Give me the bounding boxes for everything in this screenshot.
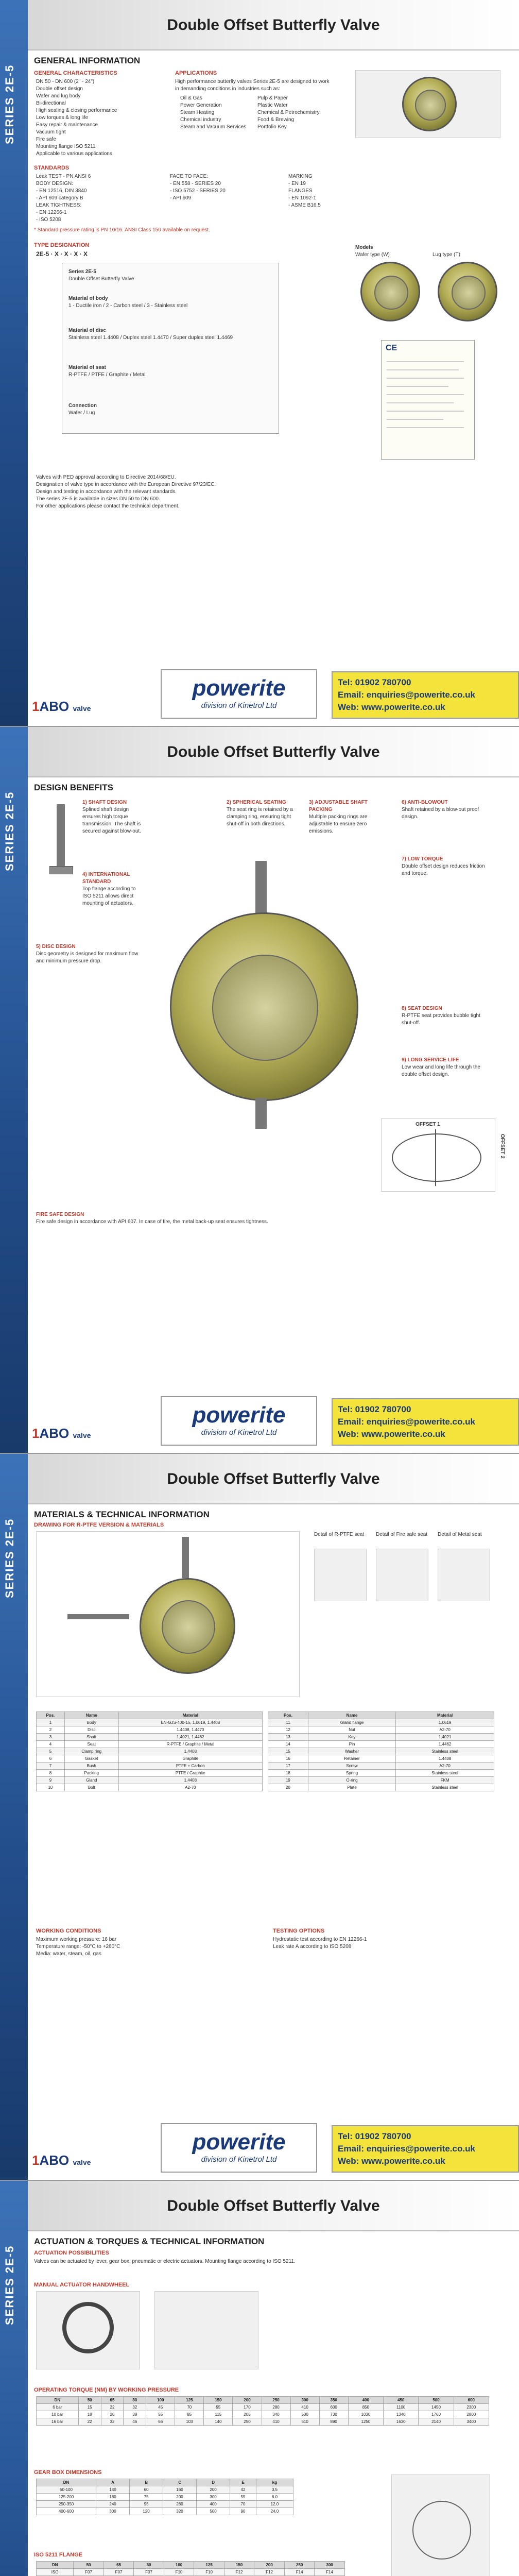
detail-rptfe-image bbox=[314, 1549, 367, 1601]
page-materials bbox=[0, 1454, 519, 2181]
list-item: Steam and Vacuum Services bbox=[180, 124, 247, 130]
list-item: - EN 19 bbox=[288, 181, 306, 187]
table-row: 3 Shaft 1.4021, 1.4462 bbox=[37, 1734, 263, 1741]
type-label: Connection bbox=[68, 403, 97, 409]
table-row: 1 Body EN-GJS-400-15, 1.0619, 1.4408 bbox=[37, 1719, 263, 1726]
valve-photo-body bbox=[402, 77, 457, 131]
abo-logo: 1ABO valve bbox=[32, 1426, 91, 1441]
list-item: LEAK TIGHTNESS: bbox=[36, 202, 82, 208]
abo-logo: 1ABO valve bbox=[32, 699, 91, 714]
type-label: Material of body bbox=[68, 296, 108, 301]
model-lug: Lug type (T) bbox=[432, 252, 460, 258]
list-item: The series 2E-5 is available in sizes DN 50 to DN 600. bbox=[36, 496, 160, 502]
type-designation-title: TYPE DESIGNATION bbox=[34, 242, 90, 248]
applications-left bbox=[180, 95, 257, 131]
offset-2-label: OFFSET 2 bbox=[499, 1134, 505, 1159]
list-item: - EN 12516, DIN 3840 bbox=[36, 188, 87, 194]
section-title: MATERIALS & TECHNICAL INFORMATION bbox=[34, 1510, 210, 1519]
table-row: 20 Plate Stainless steel bbox=[268, 1784, 494, 1791]
powerite-logo: powerite division of Kinetrol Ltd bbox=[161, 2123, 317, 2173]
page-general-information bbox=[0, 0, 519, 727]
list-item: - ISO 5752 - SERIES 20 bbox=[170, 188, 226, 194]
list-item: Temperature range: -50°C to +260°C bbox=[36, 1944, 120, 1950]
list-item: Chemical & Petrochemistry bbox=[257, 110, 320, 115]
abo-logo: 1ABO valve bbox=[32, 2153, 91, 2168]
list-item: BODY DESIGN: bbox=[36, 181, 74, 187]
series-label: SERIES 2E-5 bbox=[3, 2245, 16, 2325]
type-label: Series 2E-5 bbox=[68, 269, 96, 275]
table-row: 14 Pin 1.4462 bbox=[268, 1741, 494, 1748]
table-row: 7 Bush PTFE + Carbon bbox=[37, 1762, 263, 1770]
flange-drawing bbox=[391, 2475, 490, 2576]
table-row: 9 Gland 1.4408 bbox=[37, 1777, 263, 1784]
table-row: 4 Seat R-PTFE / Graphite / Metal bbox=[37, 1741, 263, 1748]
torque-table: DN 50 65 80 100 125 150 200 250 300 350 400 450 500 600 6 bar 15 22 32 45 70 95 170 280 410 600 850 1100 1450 2300 10 bar 18 26 38 55 85 115 205 340 500 730 1030 1340 1760 2800 16 bar 22 32 46 66 103 140 250 410 610 890 1250 1630 2140 3400 bbox=[36, 2396, 489, 2426]
benefit-7: 7) LOW TORQUE Double offset design reduces friction and torque. bbox=[402, 856, 485, 876]
series-label: SERIES 2E-5 bbox=[3, 64, 16, 144]
type-label: Material of seat bbox=[68, 365, 106, 370]
applications-intro: High performance butterfly valves Series 2E-5 are designed to work in demanding conditions in industries such as: bbox=[175, 79, 330, 92]
type-label: Material of disc bbox=[68, 328, 106, 333]
general-characteristics-title: GENERAL CHARACTERISTICS bbox=[34, 70, 117, 76]
page-title: Double Offset Butterfly Valve bbox=[167, 16, 380, 33]
torque-title: OPERATING TORQUE (NM) BY WORKING PRESSURE bbox=[34, 2387, 179, 2393]
benefit-5: 5) DISC DESIGN Disc geometry is designed for maximum flow and minimum pressure drop. bbox=[36, 944, 139, 964]
type-text: Stainless steel 1.4408 / Duplex steel 1.4470 / Super duplex steel 1.4469 bbox=[68, 335, 233, 341]
list-item: Designation of valve type in accordance with the European Directive 97/23/EC. bbox=[36, 482, 216, 487]
applications-title: APPLICATIONS bbox=[175, 70, 217, 76]
gear-title: GEAR BOX DIMENSIONS bbox=[34, 2469, 102, 2476]
type-code: 2E-5 · X · X · X · X bbox=[36, 250, 88, 258]
benefit-4: 4) INTERNATIONAL STANDARD Top flange according to ISO 5211 allows direct mounting of actuators. bbox=[82, 872, 136, 906]
valve-stem bbox=[255, 861, 267, 918]
list-item: - EN 1092-1 bbox=[288, 195, 316, 201]
page-header bbox=[28, 1454, 519, 1504]
email-link[interactable]: Email: enquiries@powerite.co.uk bbox=[338, 690, 475, 700]
list-item: MARKING bbox=[288, 174, 313, 179]
exploded-drawing bbox=[36, 1531, 300, 1697]
list-item: Media: water, steam, oil, gas bbox=[36, 1951, 101, 1957]
list-item: Vacuum tight bbox=[36, 129, 66, 135]
table-row: 10 Bolt A2-70 bbox=[37, 1784, 263, 1791]
handwheel-image bbox=[36, 2291, 140, 2369]
page-title: Double Offset Butterfly Valve bbox=[167, 743, 380, 760]
list-item: - API 609 category B bbox=[36, 195, 83, 201]
flange-table: DN 50 65 80 100 125 150 200 250 300 ISO F07 F07 F07 F10 F10 F12 F12 F14 F14 bbox=[36, 2561, 345, 2576]
valve-photo bbox=[355, 70, 500, 138]
list-item: For other applications please contact the technical department. bbox=[36, 503, 180, 509]
list-item: - EN 558 - SERIES 20 bbox=[170, 181, 221, 187]
list-item: Hydrostatic test according to EN 12266-1 bbox=[273, 1937, 367, 1942]
web-link[interactable]: Web: www.powerite.co.uk bbox=[338, 2156, 445, 2166]
type-designation-box bbox=[62, 263, 279, 434]
list-item: Chemical industry bbox=[180, 117, 221, 123]
standards-left bbox=[36, 173, 139, 224]
valve-stem-bottom bbox=[255, 1098, 267, 1129]
list-item: Mounting flange ISO 5211 bbox=[36, 144, 96, 149]
type-text: R-PTFE / PTFE / Graphite / Metal bbox=[68, 372, 146, 378]
table-row: 12 Nut A2-70 bbox=[268, 1726, 494, 1734]
certificate-title: CE bbox=[386, 344, 397, 352]
table-row: 16 bar 22 32 46 66 103 140 250 410 610 890 1250 1630 2140 3400 bbox=[37, 2418, 489, 2426]
table-row: 10 bar 18 26 38 55 85 115 205 340 500 730 1030 1340 1760 2800 bbox=[37, 2411, 489, 2418]
shaft-flange bbox=[49, 866, 73, 874]
benefit-3: 3) ADJUSTABLE SHAFT PACKING Multiple packing rings are adjustable to ensure zero emissions. bbox=[309, 800, 368, 834]
powerite-logo: powerite division of Kinetrol Ltd bbox=[161, 1396, 317, 1446]
exploded-valve bbox=[140, 1578, 235, 1674]
list-item: - EN 12266-1 bbox=[36, 210, 67, 215]
working-conditions-title: WORKING CONDITIONS bbox=[36, 1928, 101, 1934]
email-link[interactable]: Email: enquiries@powerite.co.uk bbox=[338, 1417, 475, 1427]
footnotes bbox=[36, 474, 366, 510]
tel: Tel: 01902 780700 bbox=[338, 2131, 411, 2141]
actuation-text: Valves can be actuated by lever, gear box, pneumatic or electric actuators. Mounting flange according to ISO 5211. bbox=[34, 2259, 296, 2264]
list-item: Plastic Water bbox=[257, 103, 288, 108]
list-item: Wafer and lug body bbox=[36, 93, 81, 99]
wafer-model-image bbox=[360, 262, 420, 321]
table-row: 250-350 240 95 260 400 70 12.0 bbox=[37, 2501, 293, 2508]
general-characteristics-list bbox=[36, 78, 160, 158]
table-row: 50-100 140 60 160 200 42 3.5 bbox=[37, 2486, 293, 2494]
standards-title: STANDARDS bbox=[34, 165, 70, 171]
table-row: 2 Disc 1.4408, 1.4470 bbox=[37, 1726, 263, 1734]
detail-firesafe: Detail of Fire safe seat bbox=[376, 1532, 428, 1537]
list-item: Fire safe bbox=[36, 137, 56, 142]
email-link[interactable]: Email: enquiries@powerite.co.uk bbox=[338, 2144, 475, 2154]
applications-right bbox=[257, 95, 335, 131]
sidebar bbox=[0, 0, 28, 726]
type-text: Wafer / Lug bbox=[68, 410, 95, 416]
detail-metal: Detail of Metal seat bbox=[438, 1532, 482, 1537]
benefit-8: 8) SEAT DESIGN R-PTFE seat provides bubble tight shut-off. bbox=[402, 1006, 480, 1026]
testing-options bbox=[273, 1936, 479, 1951]
list-item: Applicable to various applications bbox=[36, 151, 112, 157]
list-item: Valves with PED approval according to Directive 2014/68/EU. bbox=[36, 474, 176, 480]
table-row: 18 Spring Stainless steel bbox=[268, 1770, 494, 1777]
table-row: 5 Clamp ring 1.4408 bbox=[37, 1748, 263, 1755]
model-wafer: Wafer type (W) bbox=[355, 252, 390, 258]
list-item: Easy repair & maintenance bbox=[36, 122, 98, 128]
page-header bbox=[28, 727, 519, 777]
list-item: - ISO 5208 bbox=[36, 217, 61, 223]
contact-box bbox=[332, 1398, 519, 1446]
list-item: Low torques & long life bbox=[36, 115, 89, 121]
benefit-9: 9) LONG SERVICE LIFE Low wear and long life through the double offset design. bbox=[402, 1057, 480, 1077]
benefit-6: 6) ANTI-BLOWOUT Shaft retained by a blow-out proof design. bbox=[402, 800, 479, 820]
list-item: Double offset design bbox=[36, 86, 83, 92]
list-item: Steam Heating bbox=[180, 110, 215, 115]
page-header bbox=[28, 2181, 519, 2231]
table-row: ISO F07 F07 F07 F10 F10 F12 F12 F14 F14 bbox=[37, 2569, 345, 2576]
actuation-title: ACTUATION POSSIBILITIES bbox=[34, 2250, 109, 2256]
shaft-image bbox=[57, 804, 65, 866]
table-row: 6 bar 15 22 32 45 70 95 170 280 410 600 850 1100 1450 2300 bbox=[37, 2404, 489, 2411]
type-text: Double Offset Butterfly Valve bbox=[68, 276, 134, 282]
table-row: 17 Screw A2-70 bbox=[268, 1762, 494, 1770]
list-item: High sealing & closing performance bbox=[36, 108, 117, 113]
list-item: Leak rate A according to ISO 5208 bbox=[273, 1944, 352, 1950]
web-link[interactable]: Web: www.powerite.co.uk bbox=[338, 702, 445, 712]
offset-1-label: OFFSET 1 bbox=[416, 1122, 440, 1127]
type-text: 1 - Ductile iron / 2 - Carbon steel / 3 - Stainless steel bbox=[68, 303, 188, 309]
detail-firesafe-image bbox=[376, 1549, 428, 1601]
list-item: Oil & Gas bbox=[180, 95, 202, 101]
page-header bbox=[28, 0, 519, 50]
table-row: 11 Gland flange 1.0619 bbox=[268, 1719, 494, 1726]
table-row: 16 Retainer 1.4408 bbox=[268, 1755, 494, 1762]
page-title: Double Offset Butterfly Valve bbox=[167, 2197, 380, 2214]
list-item: Food & Brewing bbox=[257, 117, 295, 123]
footer bbox=[28, 2103, 519, 2180]
list-item: - API 609 bbox=[170, 195, 192, 201]
section-title: GENERAL INFORMATION bbox=[34, 56, 141, 65]
list-item: Maximum working pressure: 16 bar bbox=[36, 1937, 117, 1942]
flange-title: ISO 5211 FLANGE bbox=[34, 2552, 83, 2558]
sidebar bbox=[0, 2181, 28, 2576]
list-item: Portfolio Key bbox=[257, 124, 287, 130]
certificate-image bbox=[381, 340, 475, 460]
table-row: 19 O-ring FKM bbox=[268, 1777, 494, 1784]
table-row: 13 Key 1.4021 bbox=[268, 1734, 494, 1741]
series-label: SERIES 2E-5 bbox=[3, 791, 16, 871]
page-actuation bbox=[0, 2181, 519, 2576]
page-title: Double Offset Butterfly Valve bbox=[167, 1470, 380, 1487]
table-row: 400-600 300 120 320 500 90 24.0 bbox=[37, 2508, 293, 2515]
standards-right bbox=[288, 173, 366, 209]
detail-metal-image bbox=[438, 1549, 490, 1601]
list-item: DN 50 - DN 600 (2" - 24") bbox=[36, 79, 95, 84]
benefit-1: 1) SHAFT DESIGN Splined shaft design ensures high torque transmission. The shaft is secured against blow-out. bbox=[82, 800, 141, 834]
manual-title: MANUAL ACTUATOR HANDWHEEL bbox=[34, 2282, 130, 2288]
gearbox-image bbox=[154, 2291, 258, 2369]
table-row: 6 Gasket Graphite bbox=[37, 1755, 263, 1762]
footer bbox=[28, 1376, 519, 1453]
page-design-benefits bbox=[0, 727, 519, 1454]
lug-model-image bbox=[438, 262, 497, 321]
sidebar bbox=[0, 1454, 28, 2180]
list-item: Pulp & Paper bbox=[257, 95, 288, 101]
testing-title: TESTING OPTIONS bbox=[273, 1928, 325, 1934]
contact-box bbox=[332, 671, 519, 719]
series-label: SERIES 2E-5 bbox=[3, 1518, 16, 1598]
list-item: - ASME B16.5 bbox=[288, 202, 321, 208]
materials-table-left: Pos. Name Material 1 Body EN-GJS-400-15, 1.0619, 1.4408 2 Disc 1.4408, 1.4470 3 Shaft 1.4021, 1.4462 4 Seat R-PTFE / Graphite / Metal 5 Clamp ring 1.4408 6 Gasket Graphite 7 Bush PTFE + Carbon 8 Packing PTFE / Graphite 9 Gland 1.4408 10 Bolt A2-70 bbox=[36, 1711, 263, 1791]
table-row: 15 Washer Stainless steel bbox=[268, 1748, 494, 1755]
gear-table: DN A B C D E kg 50-100 140 60 160 200 42 3.5 125-200 180 75 200 300 55 6.0 250-350 240 95 260 400 70 12.0 400-600 300 120 320 500 90 24.0 bbox=[36, 2479, 293, 2515]
section-title: DESIGN BENEFITS bbox=[34, 783, 113, 792]
materials-table-right: Pos. Name Material 11 Gland flange 1.0619 12 Nut A2-70 13 Key 1.4021 14 Pin 1.4462 15 Washer Stainless steel 16 Retainer 1.4408 17 Screw A2-70 18 Spring Stainless steel 19 O-ring FKM 20 Plate Stainless steel bbox=[268, 1711, 494, 1791]
standards-mid bbox=[170, 173, 273, 202]
table-row: 8 Packing PTFE / Graphite bbox=[37, 1770, 263, 1777]
list-item: FACE TO FACE: bbox=[170, 174, 209, 179]
fire-safe: FIRE SAFE DESIGN Fire safe design in accordance with API 607. In case of fire, the metal back-up seat ensures tightness. bbox=[36, 1212, 268, 1225]
working-conditions bbox=[36, 1936, 242, 1958]
list-item: Power Generation bbox=[180, 103, 222, 108]
detail-rptfe: Detail of R-PTFE seat bbox=[314, 1532, 365, 1537]
web-link[interactable]: Web: www.powerite.co.uk bbox=[338, 1429, 445, 1439]
list-item: Leak TEST - PN ANSI 6 bbox=[36, 174, 91, 179]
sidebar bbox=[0, 727, 28, 1453]
standards-note: * Standard pressure rating is PN 10/16. ANSI Class 150 available on request. bbox=[34, 227, 210, 233]
footer bbox=[28, 649, 519, 726]
drawing-title: DRAWING FOR R-PTFE VERSION & MATERIALS bbox=[34, 1522, 164, 1528]
powerite-logo: powerite division of Kinetrol Ltd bbox=[161, 669, 317, 719]
list-item: Bi-directional bbox=[36, 100, 66, 106]
benefit-2: 2) SPHERICAL SEATING The seat ring is retained by a clamping ring, ensuring tight shut-off in both directions. bbox=[227, 800, 293, 827]
list-item: FLANGES bbox=[288, 188, 313, 194]
tel: Tel: 01902 780700 bbox=[338, 1404, 411, 1414]
models-title: Models bbox=[355, 245, 373, 250]
contact-box bbox=[332, 2125, 519, 2173]
valve-main-image bbox=[170, 912, 358, 1101]
tel: Tel: 01902 780700 bbox=[338, 677, 411, 687]
offset-diagram bbox=[381, 1118, 495, 1192]
table-row: 125-200 180 75 200 300 55 6.0 bbox=[37, 2494, 293, 2501]
list-item: Design and testing in accordance with the relevant standards. bbox=[36, 489, 177, 495]
section-title: ACTUATION & TORQUES & TECHNICAL INFORMATION bbox=[34, 2236, 265, 2246]
